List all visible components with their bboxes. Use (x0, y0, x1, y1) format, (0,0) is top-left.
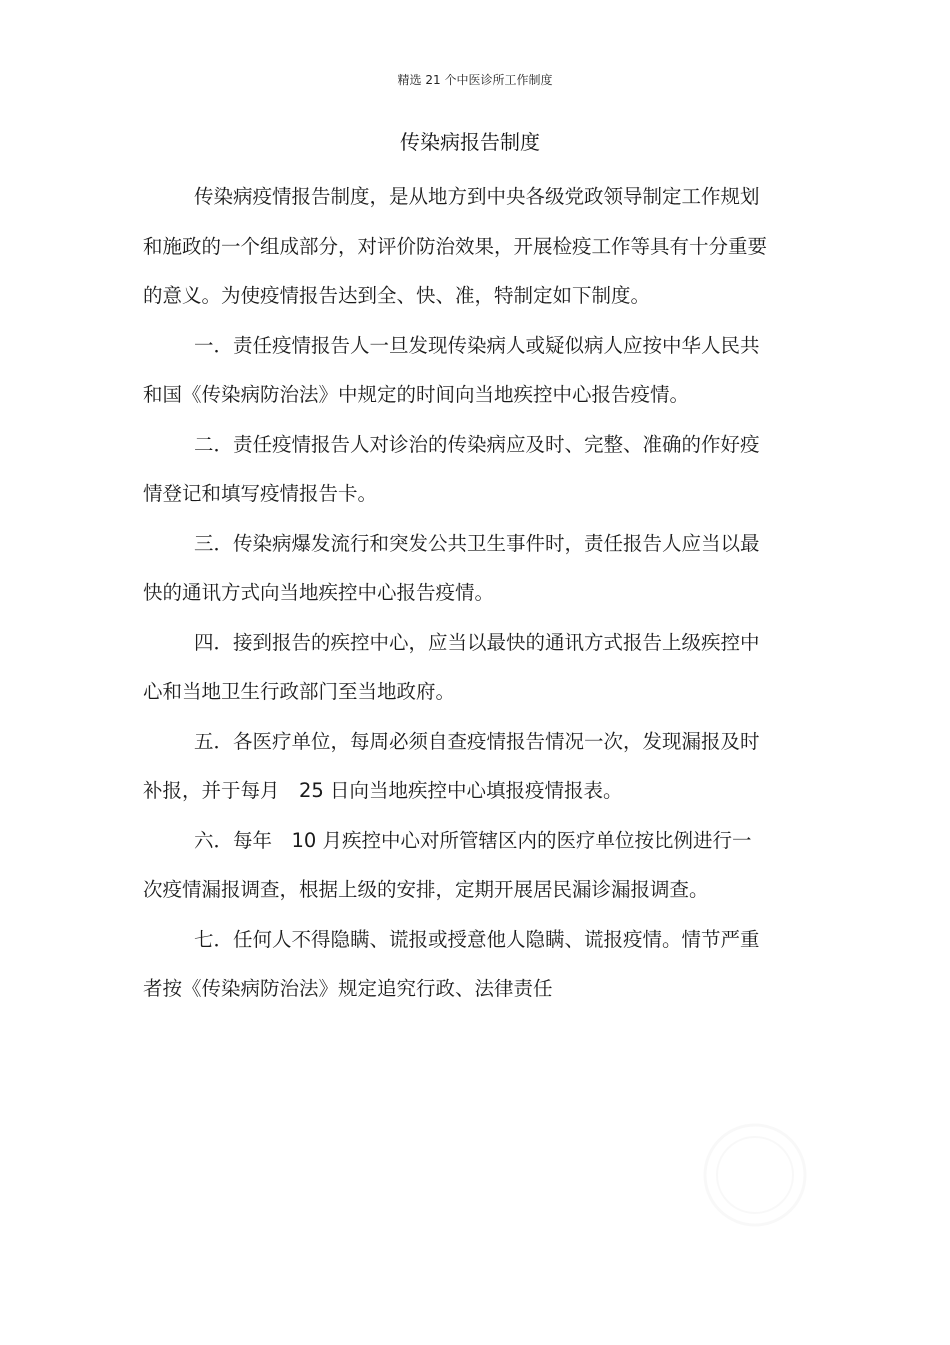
faint-watermark-icon (700, 1120, 810, 1230)
clause-5-paragraph: 五．各医疗单位，每周必须自查疫情报告情况一次，发现漏报及时补报，并于每月 25 日向当地疾控中心填报疫情报表。 (143, 729, 760, 802)
document-title: 传染病报告制度 (400, 130, 540, 154)
clause-4-paragraph: 四．接到报告的疾控中心，应当以最快的通讯方式报告上级疾控中心和当地卫生行政部门至当地政府。 (143, 630, 760, 703)
running-header: 精选 21 个中医诊所工作制度 (397, 73, 553, 87)
clause-2-paragraph: 二．责任疫情报告人对诊治的传染病应及时、完整、准确的作好疫情登记和填写疫情报告卡。 (143, 432, 760, 505)
clause-7-paragraph: 七．任何人不得隐瞒、谎报或授意他人隐瞒、谎报疫情。情节严重者按《传染病防治法》规定追究行政、法律责任 (143, 927, 760, 1000)
clause-3-paragraph: 三．传染病爆发流行和突发公共卫生事件时，责任报告人应当以最快的通讯方式向当地疾控中心报告疫情。 (143, 531, 760, 604)
intro-paragraph: 传染病疫情报告制度，是从地方到中央各级党政领导制定工作规划和施政的一个组成部分，对评价防治效果，开展检疫工作等具有十分重要的意义。为使疫情报告达到全、快、准，特制定如下制度。 (143, 185, 768, 307)
document-body (143, 172, 768, 1014)
clause-1-paragraph: 一．责任疫情报告人一旦发现传染病人或疑似病人应按中华人民共和国《传染病防治法》中规定的时间向当地疾控中心报告疫情。 (143, 333, 760, 406)
clause-6-paragraph: 六．每年 10 月疾控中心对所管辖区内的医疗单位按比例进行一次疫情漏报调查，根据上级的安排，定期开展居民漏诊漏报调查。 (143, 828, 752, 901)
